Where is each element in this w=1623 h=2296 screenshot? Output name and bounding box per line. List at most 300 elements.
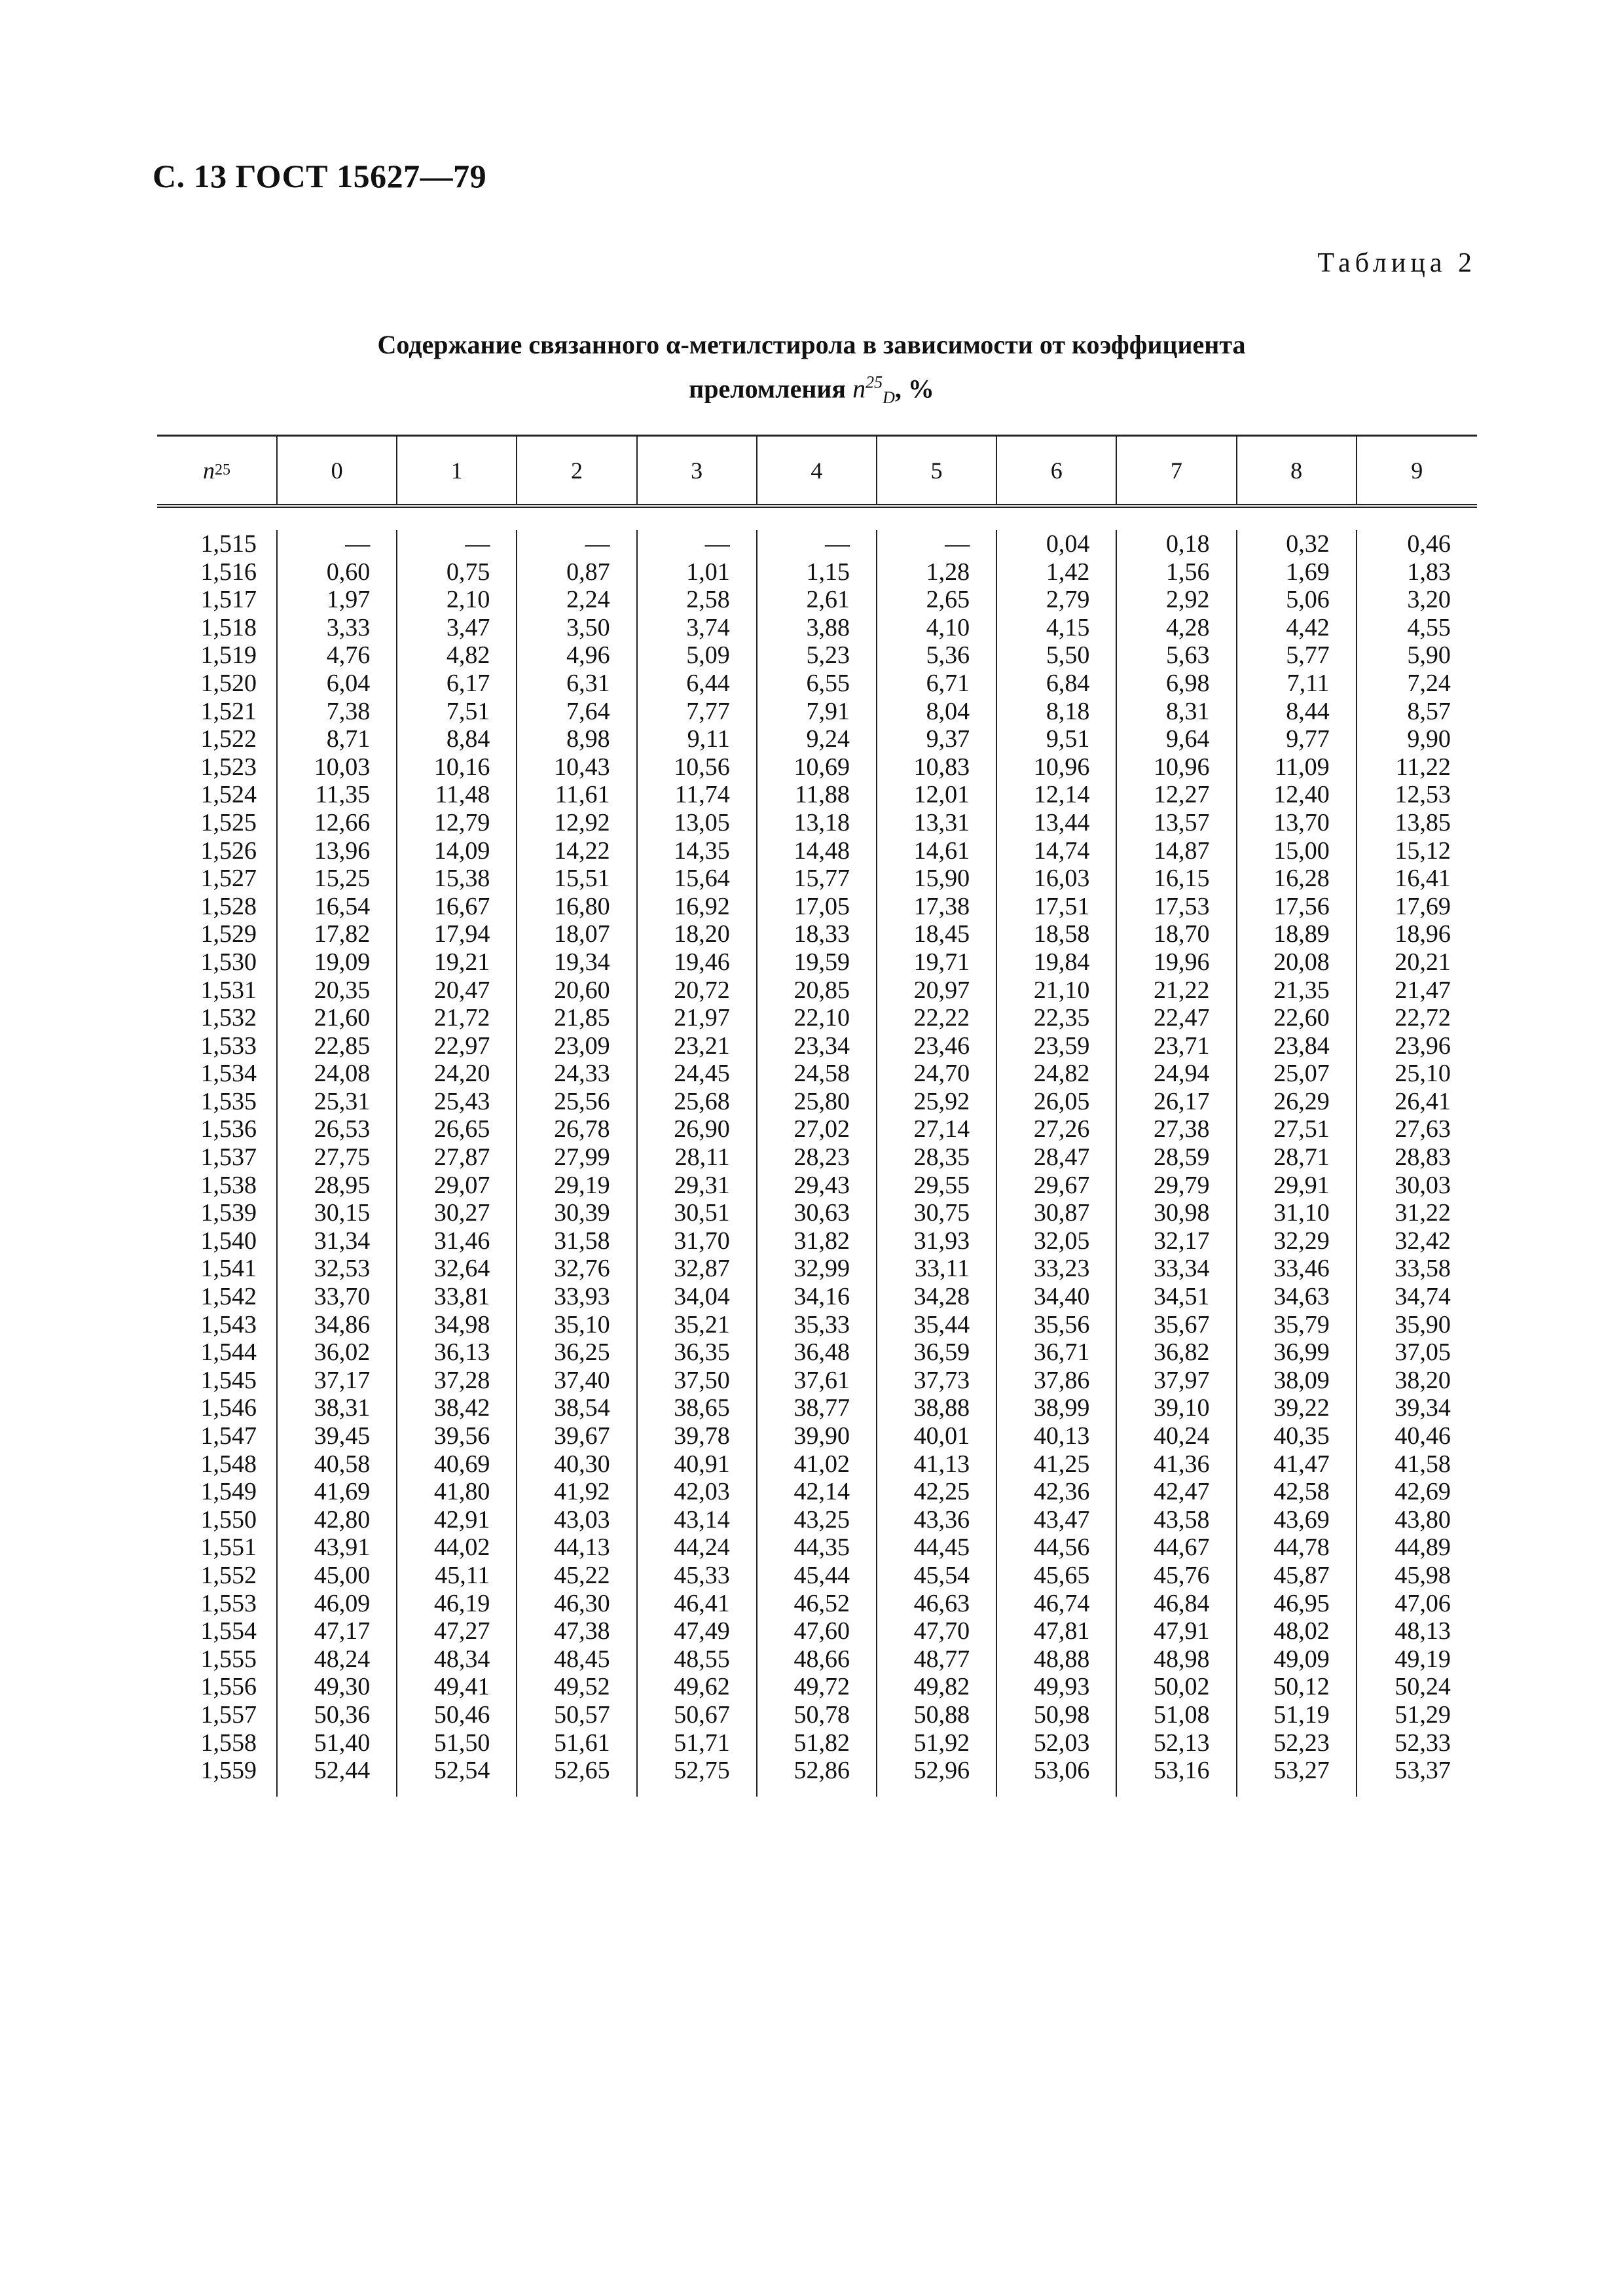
table-cell: 9,64 (1166, 725, 1210, 753)
table-cell: 52,65 (554, 1757, 610, 1785)
table-cell: 12,40 (1273, 781, 1330, 809)
table-cell: 7,24 (1407, 669, 1451, 697)
table-cell: 9,51 (1046, 725, 1090, 753)
table-cell: 21,10 (1033, 976, 1090, 1004)
table-cell: 30,03 (1395, 1171, 1451, 1199)
table-cell: 37,73 (913, 1366, 970, 1394)
table-cell: 48,13 (1395, 1617, 1451, 1645)
row-label: 1,516 (200, 558, 257, 586)
data-table (157, 435, 1477, 1797)
table-cell: 20,72 (674, 976, 730, 1004)
table-cell: 49,52 (554, 1673, 610, 1701)
table-cell: 27,26 (1033, 1115, 1090, 1143)
table-cell: 21,97 (674, 1004, 730, 1032)
table-cell: 45,44 (793, 1561, 850, 1589)
table-cell: 29,43 (793, 1171, 850, 1199)
table-cell: 4,76 (326, 641, 371, 670)
table-header-row (157, 435, 1477, 508)
table-cell: 41,58 (1395, 1450, 1451, 1478)
table-cell: 28,59 (1154, 1143, 1210, 1172)
table-cell: 32,76 (554, 1255, 610, 1283)
table-cell: 37,97 (1154, 1366, 1210, 1394)
table-cell: 35,33 (793, 1310, 850, 1338)
table-cell: 12,01 (913, 781, 970, 809)
table-cell: 47,27 (433, 1617, 490, 1645)
table-cell: 37,86 (1033, 1366, 1090, 1394)
table-cell: 49,82 (913, 1673, 970, 1701)
table-cell: 37,28 (433, 1366, 490, 1394)
table-cell: 24,20 (433, 1060, 490, 1088)
table-cell: 51,61 (554, 1729, 610, 1757)
column-5 (877, 530, 997, 1797)
row-label: 1,526 (200, 836, 257, 865)
table-cell: 22,72 (1395, 1004, 1451, 1032)
table-cell: 45,98 (1395, 1561, 1451, 1589)
table-cell: 46,41 (674, 1589, 730, 1617)
table-cell: — (945, 530, 970, 558)
column-3 (638, 530, 757, 1797)
row-label: 1,540 (200, 1227, 257, 1255)
table-cell: 2,65 (926, 586, 970, 614)
table-cell: 13,96 (314, 836, 371, 865)
table-cell: 17,56 (1273, 892, 1330, 920)
table-cell: 16,15 (1154, 865, 1210, 893)
row-label: 1,532 (200, 1004, 257, 1032)
table-cell: 1,42 (1046, 558, 1090, 586)
table-cell: 47,17 (314, 1617, 371, 1645)
table-cell: 16,54 (314, 892, 371, 920)
table-cell: 0,46 (1407, 530, 1451, 558)
table-cell: 22,97 (433, 1031, 490, 1060)
table-cell: 10,56 (674, 753, 730, 781)
table-cell: 11,74 (674, 781, 730, 809)
table-cell: 29,19 (554, 1171, 610, 1199)
table-cell: 40,69 (433, 1450, 490, 1478)
table-cell: 20,21 (1395, 948, 1451, 976)
table-cell: 34,63 (1273, 1283, 1330, 1311)
table-cell: 46,30 (554, 1589, 610, 1617)
table-cell: 15,25 (314, 865, 371, 893)
table-cell: 21,85 (554, 1004, 610, 1032)
table-cell: 32,42 (1395, 1227, 1451, 1255)
header-n25: n 25 (157, 437, 278, 504)
table-cell: 49,30 (314, 1673, 371, 1701)
table-cell: 27,02 (793, 1115, 850, 1143)
table-cell: 52,75 (674, 1757, 730, 1785)
table-cell: 14,35 (674, 836, 730, 865)
table-cell: 19,09 (314, 948, 371, 976)
table-cell: 20,35 (314, 976, 371, 1004)
table-cell: 32,53 (314, 1255, 371, 1283)
row-label: 1,554 (200, 1617, 257, 1645)
table-cell: 45,00 (314, 1561, 371, 1589)
table-cell: 23,09 (554, 1031, 610, 1060)
table-cell: 26,78 (554, 1115, 610, 1143)
table-cell: 53,16 (1154, 1757, 1210, 1785)
row-label: 1,534 (200, 1060, 257, 1088)
row-label: 1,553 (200, 1589, 257, 1617)
table-cell: 50,67 (674, 1700, 730, 1729)
table-cell: 49,72 (793, 1673, 850, 1701)
table-cell: 8,04 (926, 697, 970, 725)
table-cell: 36,48 (793, 1338, 850, 1367)
table-cell: 40,13 (1033, 1422, 1090, 1450)
table-cell: 10,96 (1154, 753, 1210, 781)
table-cell: 19,34 (554, 948, 610, 976)
table-cell: 34,74 (1395, 1283, 1451, 1311)
header-col-5: 5 (877, 437, 997, 504)
header-col-9: 9 (1411, 457, 1423, 484)
column-6 (997, 530, 1117, 1797)
table-cell: 18,70 (1154, 920, 1210, 948)
table-cell: 41,36 (1154, 1450, 1210, 1478)
header-col-4: 4 (757, 437, 877, 504)
table-cell: 27,75 (314, 1143, 371, 1172)
table-cell: 27,14 (913, 1115, 970, 1143)
table-cell: 45,65 (1033, 1561, 1090, 1589)
table-cell: 34,98 (433, 1310, 490, 1338)
table-cell: 26,17 (1154, 1087, 1210, 1115)
table-cell: 16,28 (1273, 865, 1330, 893)
table-cell: 40,91 (674, 1450, 730, 1478)
table-cell: 40,35 (1273, 1422, 1330, 1450)
table-cell: 11,09 (1274, 753, 1330, 781)
table-cell: 0,60 (326, 558, 371, 586)
table-cell: 33,70 (314, 1283, 371, 1311)
table-cell: 5,06 (1286, 586, 1330, 614)
table-cell: 38,77 (793, 1394, 850, 1422)
table-cell: 53,37 (1395, 1757, 1451, 1785)
table-cell: 5,23 (806, 641, 850, 670)
table-cell: 51,19 (1273, 1700, 1330, 1729)
table-cell: 4,15 (1046, 613, 1090, 641)
table-cell: 49,93 (1033, 1673, 1090, 1701)
table-cell: 24,70 (913, 1060, 970, 1088)
table-cell: 19,46 (674, 948, 730, 976)
table-cell: 6,71 (926, 669, 970, 697)
column-n25 (157, 530, 278, 1797)
table-cell: 8,31 (1166, 697, 1210, 725)
table-cell: 24,58 (793, 1060, 850, 1088)
table-cell: 43,58 (1154, 1505, 1210, 1534)
row-label: 1,528 (200, 892, 257, 920)
table-cell: 50,36 (314, 1700, 371, 1729)
table-cell: 7,64 (566, 697, 610, 725)
table-cell: 52,13 (1154, 1729, 1210, 1757)
table-cell: 39,22 (1273, 1394, 1330, 1422)
table-cell: 5,77 (1286, 641, 1330, 670)
table-cell: 19,71 (913, 948, 970, 976)
table-cell: 46,84 (1154, 1589, 1210, 1617)
table-cell: 30,15 (314, 1199, 371, 1227)
table-cell: 23,34 (793, 1031, 850, 1060)
table-cell: 3,74 (686, 613, 730, 641)
table-cell: 6,55 (806, 669, 850, 697)
table-cell: 36,99 (1273, 1338, 1330, 1367)
table-cell: 34,51 (1154, 1283, 1210, 1311)
table-cell: 9,37 (926, 725, 970, 753)
table-cell: 40,46 (1395, 1422, 1451, 1450)
caption-line-2-text: преломления (689, 374, 853, 404)
table-cell: 2,79 (1046, 586, 1090, 614)
table-cell: 30,75 (913, 1199, 970, 1227)
table-cell: 44,56 (1033, 1534, 1090, 1562)
table-cell: 39,78 (674, 1422, 730, 1450)
row-label: 1,535 (200, 1087, 257, 1115)
table-cell: 22,47 (1154, 1004, 1210, 1032)
table-cell: 34,86 (314, 1310, 371, 1338)
row-label: 1,547 (200, 1422, 257, 1450)
table-cell: 6,98 (1166, 669, 1210, 697)
table-cell: 37,50 (674, 1366, 730, 1394)
table-body (157, 508, 1477, 1797)
table-cell: 51,82 (793, 1729, 850, 1757)
table-cell: 18,07 (554, 920, 610, 948)
table-cell: 19,84 (1033, 948, 1090, 976)
row-label: 1,550 (200, 1505, 257, 1534)
table-cell: 22,85 (314, 1031, 371, 1060)
table-cell: 50,46 (433, 1700, 490, 1729)
table-cell: 36,02 (314, 1338, 371, 1367)
table-cell: 11,88 (794, 781, 850, 809)
row-label: 1,517 (200, 586, 257, 614)
table-cell: 32,17 (1154, 1227, 1210, 1255)
table-cell: 35,79 (1273, 1310, 1330, 1338)
table-cell: 5,36 (926, 641, 970, 670)
table-cell: 48,45 (554, 1645, 610, 1673)
row-label: 1,515 (200, 530, 257, 558)
table-cell: 43,25 (793, 1505, 850, 1534)
column-8 (1237, 530, 1357, 1797)
table-cell: 32,05 (1033, 1227, 1090, 1255)
table-cell: 20,47 (433, 976, 490, 1004)
table-cell: 18,96 (1395, 920, 1451, 948)
table-cell: 2,24 (566, 586, 610, 614)
table-cell: 37,61 (793, 1366, 850, 1394)
table-cell: 4,82 (446, 641, 490, 670)
table-cell: 21,72 (433, 1004, 490, 1032)
table-cell: 52,23 (1273, 1729, 1330, 1757)
table-cell: 29,67 (1033, 1171, 1090, 1199)
table-cell: 48,77 (913, 1645, 970, 1673)
table-cell: 25,43 (433, 1087, 490, 1115)
table-cell: 50,24 (1395, 1673, 1451, 1701)
table-cell: 37,17 (314, 1366, 371, 1394)
table-cell: 20,08 (1273, 948, 1330, 976)
table-cell: 38,99 (1033, 1394, 1090, 1422)
table-cell: 18,45 (913, 920, 970, 948)
column-0 (278, 530, 397, 1797)
column-1 (397, 530, 517, 1797)
table-cell: 20,60 (554, 976, 610, 1004)
table-cell: 32,64 (433, 1255, 490, 1283)
table-cell: 15,51 (554, 865, 610, 893)
table-cell: 46,63 (913, 1589, 970, 1617)
table-cell: 16,80 (554, 892, 610, 920)
header-col-7: 7 (1117, 437, 1237, 504)
table-cell: 49,19 (1395, 1645, 1451, 1673)
table-cell: 29,31 (674, 1171, 730, 1199)
row-label: 1,545 (200, 1366, 257, 1394)
table-cell: 38,09 (1273, 1366, 1330, 1394)
table-cell: 50,57 (554, 1700, 610, 1729)
table-cell: 45,11 (435, 1561, 490, 1589)
table-cell: 19,96 (1154, 948, 1210, 976)
table-cell: 49,09 (1273, 1645, 1330, 1673)
table-cell: 43,03 (554, 1505, 610, 1534)
table-cell: 42,47 (1154, 1478, 1210, 1506)
table-cell: 34,16 (793, 1283, 850, 1311)
table-cell: 21,47 (1395, 976, 1451, 1004)
row-label: 1,533 (200, 1031, 257, 1060)
table-cell: 18,58 (1033, 920, 1090, 948)
table-cell: 33,23 (1033, 1255, 1090, 1283)
table-cell: 35,10 (554, 1310, 610, 1338)
table-cell: 7,51 (446, 697, 490, 725)
table-cell: 29,91 (1273, 1171, 1330, 1199)
table-cell: 29,79 (1154, 1171, 1210, 1199)
table-cell: 8,44 (1286, 697, 1330, 725)
table-cell: 17,05 (793, 892, 850, 920)
table-cell: 10,69 (793, 753, 850, 781)
table-cell: 47,70 (913, 1617, 970, 1645)
table-cell: 53,06 (1033, 1757, 1090, 1785)
table-cell: 52,33 (1395, 1729, 1451, 1757)
table-cell: 44,45 (913, 1534, 970, 1562)
table-cell: 6,44 (686, 669, 730, 697)
table-cell: 14,87 (1154, 836, 1210, 865)
table-cell: 5,50 (1046, 641, 1090, 670)
table-cell: 44,13 (554, 1534, 610, 1562)
table-cell: 10,03 (314, 753, 371, 781)
table-cell: — (465, 530, 490, 558)
table-cell: 52,86 (793, 1757, 850, 1785)
table-cell: 22,35 (1033, 1004, 1090, 1032)
table-cell: 17,69 (1395, 892, 1451, 920)
table-cell: 28,35 (913, 1143, 970, 1172)
table-cell: 52,44 (314, 1757, 371, 1785)
row-label: 1,524 (200, 781, 257, 809)
table-cell: 38,54 (554, 1394, 610, 1422)
table-cell: 46,52 (793, 1589, 850, 1617)
table-cell: 12,66 (314, 808, 371, 836)
table-cell: 2,58 (686, 586, 730, 614)
table-cell: 9,90 (1407, 725, 1451, 753)
table-cell: 35,44 (913, 1310, 970, 1338)
table-cell: 26,05 (1033, 1087, 1090, 1115)
table-cell: 24,33 (554, 1060, 610, 1088)
table-cell: 12,53 (1395, 781, 1451, 809)
table-cell: 47,06 (1395, 1589, 1451, 1617)
table-cell: 42,58 (1273, 1478, 1330, 1506)
table-cell: 33,11 (915, 1255, 970, 1283)
table-cell: 48,34 (433, 1645, 490, 1673)
table-cell: 36,25 (554, 1338, 610, 1367)
row-label: 1,546 (200, 1394, 257, 1422)
page-header: С. 13 ГОСТ 15627—79 (153, 158, 487, 194)
table-cell: 50,02 (1154, 1673, 1210, 1701)
table-cell: 30,27 (433, 1199, 490, 1227)
table-cell: 42,69 (1395, 1478, 1451, 1506)
table-cell: 23,59 (1033, 1031, 1090, 1060)
table-cell: 15,90 (913, 865, 970, 893)
table-cell: 39,45 (314, 1422, 371, 1450)
table-cell: 51,40 (314, 1729, 371, 1757)
table-cell: 15,00 (1273, 836, 1330, 865)
table-cell: 26,53 (314, 1115, 371, 1143)
table-cell: 31,10 (1273, 1199, 1330, 1227)
table-cell: 31,93 (913, 1227, 970, 1255)
column-9 (1357, 530, 1477, 1797)
table-cell: 29,07 (433, 1171, 490, 1199)
row-label: 1,544 (200, 1338, 257, 1367)
header-col-0: 0 (278, 437, 397, 504)
table-cell: 41,47 (1273, 1450, 1330, 1478)
table-cell: 32,29 (1273, 1227, 1330, 1255)
table-cell: 6,17 (446, 669, 490, 697)
table-cell: 27,99 (554, 1143, 610, 1172)
table-cell: 31,70 (674, 1227, 730, 1255)
table-cell: 15,64 (674, 865, 730, 893)
table-cell: 43,47 (1033, 1505, 1090, 1534)
table-cell: 29,55 (913, 1171, 970, 1199)
table-cell: 14,61 (913, 836, 970, 865)
table-cell: 12,79 (433, 808, 490, 836)
table-cell: 27,87 (433, 1143, 490, 1172)
table-cell: 18,20 (674, 920, 730, 948)
table-cell: 25,56 (554, 1087, 610, 1115)
table-cell: 17,53 (1154, 892, 1210, 920)
table-cell: 41,02 (793, 1450, 850, 1478)
table-cell: 3,47 (446, 613, 490, 641)
table-cell: 45,22 (554, 1561, 610, 1589)
table-cell: 11,22 (1395, 753, 1451, 781)
table-cell: 22,10 (793, 1004, 850, 1032)
row-label: 1,556 (200, 1673, 257, 1701)
table-cell: 22,60 (1273, 1004, 1330, 1032)
table-cell: 14,74 (1033, 836, 1090, 865)
table-cell: 11,48 (435, 781, 490, 809)
table-cell: 51,08 (1154, 1700, 1210, 1729)
table-cell: 52,54 (433, 1757, 490, 1785)
table-cell: 40,30 (554, 1450, 610, 1478)
table-cell: 49,62 (674, 1673, 730, 1701)
table-cell: 48,88 (1033, 1645, 1090, 1673)
table-cell: 13,18 (793, 808, 850, 836)
table-cell: 27,63 (1395, 1115, 1451, 1143)
table-cell: 30,98 (1154, 1199, 1210, 1227)
table-cell: 5,63 (1166, 641, 1210, 670)
row-label: 1,525 (200, 808, 257, 836)
caption-suffix: , % (894, 374, 934, 404)
table-cell: 44,67 (1154, 1534, 1210, 1562)
table-cell: — (824, 530, 850, 558)
header-col-3: 3 (638, 437, 757, 504)
table-cell: 8,57 (1407, 697, 1451, 725)
table-cell: 24,94 (1154, 1060, 1210, 1088)
table-cell: 4,10 (926, 613, 970, 641)
table-cell: 13,85 (1395, 808, 1451, 836)
table-cell: 25,10 (1395, 1060, 1451, 1088)
row-label: 1,530 (200, 948, 257, 976)
table-cell: 38,65 (674, 1394, 730, 1422)
table-cell: 26,29 (1273, 1087, 1330, 1115)
table-cell: 9,77 (1286, 725, 1330, 753)
table-cell: 21,60 (314, 1004, 371, 1032)
table-cell: 15,77 (793, 865, 850, 893)
table-cell: 3,50 (566, 613, 610, 641)
table-cell: 38,20 (1395, 1366, 1451, 1394)
